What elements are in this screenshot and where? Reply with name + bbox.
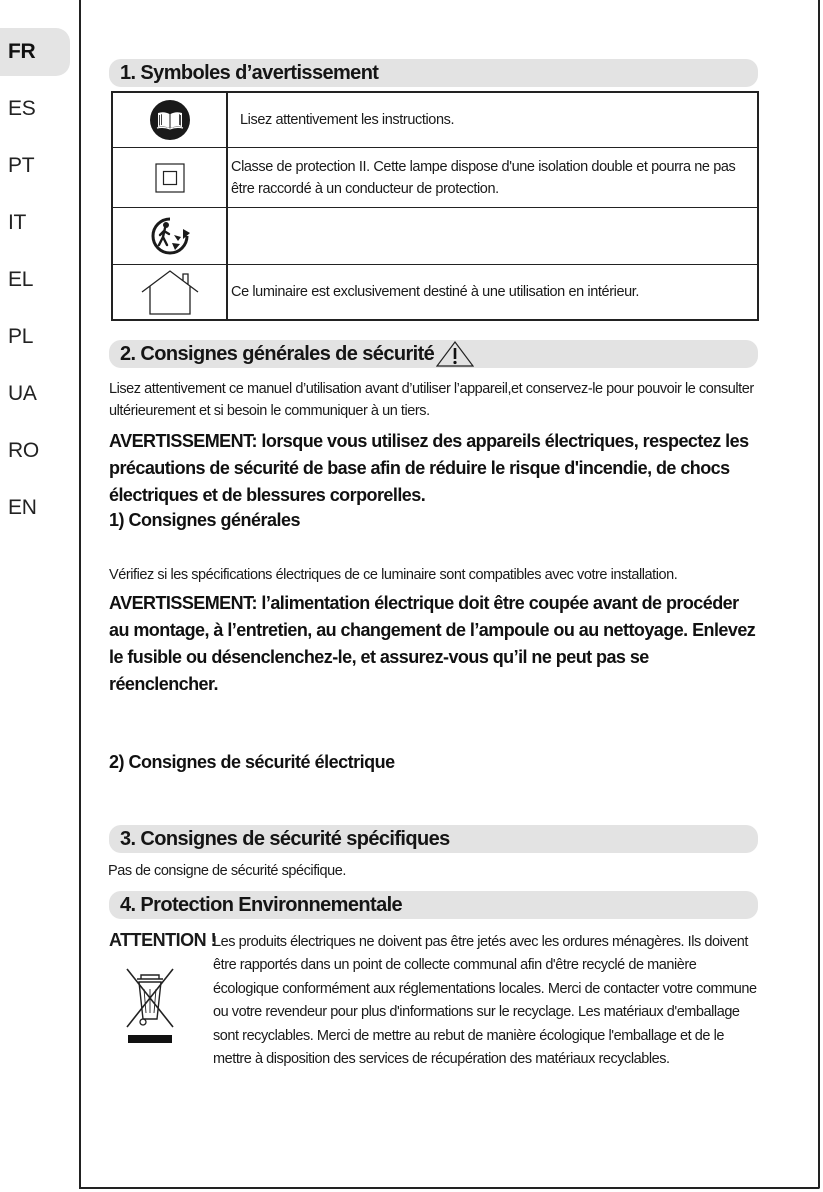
- section-heading-general-safety: [109, 340, 758, 368]
- symbol-description: Ce luminaire est exclusivement destiné à une utilisation en intérieur.: [231, 284, 640, 300]
- symbol-row: [113, 148, 757, 208]
- lang-tab-en[interactable]: EN: [8, 496, 37, 519]
- lang-tab-es[interactable]: ES: [8, 97, 36, 120]
- general-safety-intro: Lisez attentivement ce manuel d’utilisation avant d’utiliser l’appareil,et conservez-le pour pouvoir le consulter ultérieurement et si besoin le communiquer à un tiers.: [109, 381, 754, 419]
- crossed-out-bin-icon: [124, 965, 176, 1050]
- class-ii-icon: [113, 148, 228, 207]
- attention-label: ATTENTION !: [109, 930, 217, 950]
- warning-symbols-table: [111, 91, 759, 321]
- lang-tab-el[interactable]: EL: [8, 268, 34, 291]
- specific-safety-text: Pas de consigne de sécurité spécifique.: [108, 863, 346, 879]
- subheading-general: 1) Consignes générales: [109, 510, 301, 530]
- symbol-row: [113, 208, 757, 265]
- warning-text-2: AVERTISSEMENT: l’alimentation électrique doit être coupée avant de procéder au montage, à l’entretien, au changement de l’ampoule ou au nettoyage. Enlevez le fusible ou désenclenchez-le, et assurez-vous qu’il ne peut pas se réenclencher.: [109, 593, 756, 694]
- symbol-description: Lisez attentivement les instructions.: [240, 112, 455, 128]
- lang-tab-ua[interactable]: UA: [8, 382, 37, 405]
- lang-tab-fr[interactable]: FR: [0, 28, 70, 76]
- symbol-row: [113, 93, 757, 148]
- symbol-description: [228, 208, 757, 264]
- lang-tab-ro[interactable]: RO: [8, 439, 39, 462]
- warning-triangle-icon: [436, 341, 474, 367]
- subheading-electrical-safety: 2) Consignes de sécurité électrique: [109, 752, 395, 772]
- warning-text-1: AVERTISSEMENT: lorsque vous utilisez des appareils électriques, respectez les précautions de sécurité de base afin de réduire le risque d'incendie, de chocs électriques et de blessures corporelles.: [109, 431, 749, 505]
- lang-tab-it[interactable]: IT: [8, 211, 27, 234]
- compatibility-check-text: Vérifiez si les spécifications électriques de ce luminaire sont compatibles avec votre installation.: [109, 567, 678, 583]
- symbol-row: [113, 265, 757, 319]
- triman-recycling-icon: [113, 208, 228, 264]
- section-heading-environment: 4. Protection Environnementale: [109, 891, 758, 919]
- lang-tab-pt[interactable]: PT: [8, 154, 35, 177]
- language-tabs: [0, 28, 79, 541]
- section-heading-specific-safety: 3. Consignes de sécurité spécifiques: [109, 825, 758, 853]
- read-manual-icon: [113, 93, 228, 147]
- section-heading-warning-symbols: 1. Symboles d’avertissement: [109, 59, 758, 87]
- indoor-house-icon: [113, 265, 228, 319]
- symbol-description: Classe de protection II. Cette lampe dispose d'une isolation double et pourra ne pas être raccordé à un conducteur de protection.: [231, 158, 736, 197]
- section-title: 2. Consignes générales de sécurité: [120, 343, 435, 365]
- lang-tab-pl[interactable]: PL: [8, 325, 34, 348]
- environment-text: Les produits électriques ne doivent pas être jetés avec les ordures ménagères. Ils doivent être rapportés dans un point de collecte communal afin d'être recyclé de manière écologique conformément aux réglementations locales. Merci de contacter votre commune ou votre revendeur pour plus d'informations sur le recyclage. Les matériaux d'emballage sont recyclables. Merci de mettre au rebut de manière écologique l'emballage et de le mettre à disposition des services de récupération des matériaux recyclables.: [213, 934, 757, 1068]
